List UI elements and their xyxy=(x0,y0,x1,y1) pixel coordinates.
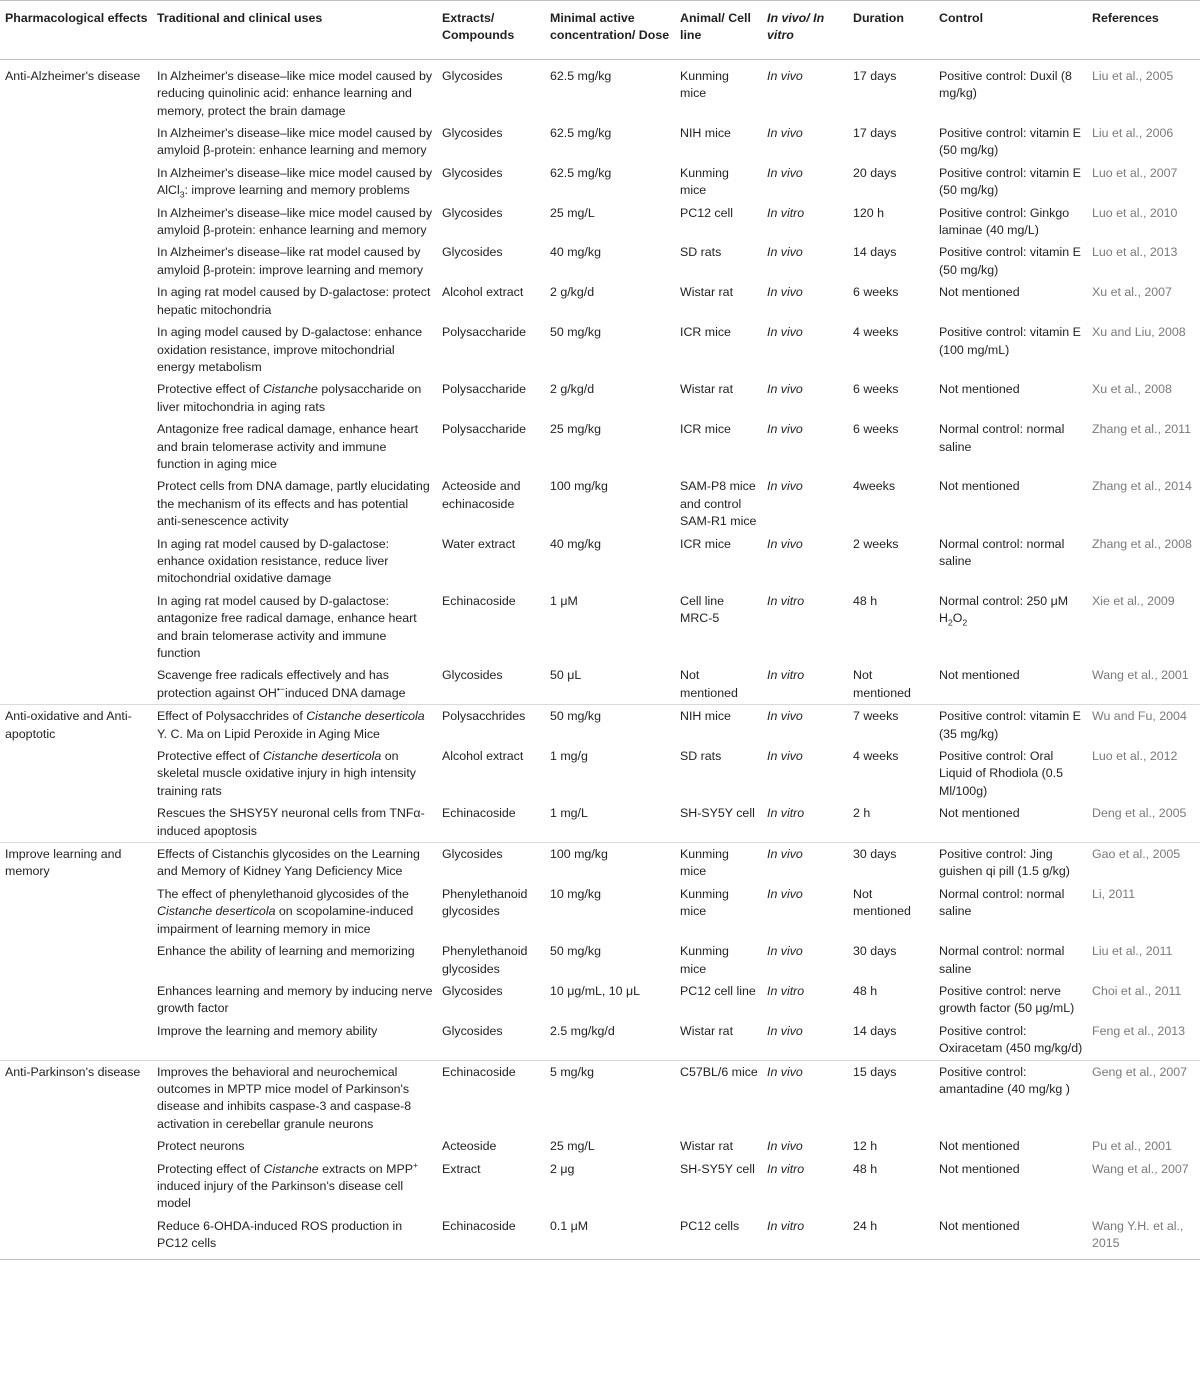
use-cell: In Alzheimer's disease–like mice model caused by reducing quinolinic acid: enhance learning and memory, protect the brain damage xyxy=(152,59,437,122)
table-row xyxy=(0,745,1200,802)
control-cell: Positive control: vitamin E (50 mg/kg) xyxy=(939,126,1081,158)
reference-cell: Xu and Liu, 2008 xyxy=(1092,325,1186,340)
mode-cell: In vivo xyxy=(767,944,803,959)
model-cell: C57BL/6 mice xyxy=(675,1060,762,1135)
use-cell: In Alzheimer's disease–like mice model caused by AlCl$_3$: improve learning and memory problems xyxy=(157,165,433,200)
extract-cell: Acteoside xyxy=(442,1139,497,1154)
duration-cell: 14 days xyxy=(853,245,897,260)
dose-cell: 1 mg/g xyxy=(550,749,588,764)
reference-cell: Wang et al., 2007 xyxy=(1092,1161,1189,1176)
header-dose: Minimal active concentration/ Dose xyxy=(545,1,675,60)
model-cell: Kunming mice xyxy=(680,886,729,919)
control-cell: Not mentioned xyxy=(939,479,1020,494)
reference-cell: Zhang et al., 2008 xyxy=(1092,536,1192,551)
header-control: Control xyxy=(934,1,1087,60)
duration-cell: 12 h xyxy=(853,1139,878,1154)
use-cell: Antagonize free radical damage, enhance heart and brain telomerase activity and immune function in aging mice xyxy=(157,422,419,471)
mode-cell: In vitro xyxy=(762,1215,848,1259)
control-cell: Normal control: normal saline xyxy=(939,422,1065,454)
mode-cell: In vivo xyxy=(767,165,803,180)
extract-cell: Echinacoside xyxy=(437,1215,545,1259)
table-row xyxy=(0,162,1200,202)
duration-cell: Not mentioned xyxy=(853,668,911,700)
effect-cell xyxy=(0,1215,152,1259)
duration-cell: 6 weeks xyxy=(853,422,899,437)
table-row xyxy=(0,705,1200,745)
dose-cell: 62.5 mg/kg xyxy=(550,126,612,141)
effect-cell xyxy=(0,475,152,532)
header-model: Animal/ Cell line xyxy=(675,1,762,60)
control-cell: Normal control: 250 μM $H_2O_2$ xyxy=(939,593,1069,628)
duration-cell: 120 h xyxy=(853,205,885,220)
reference-cell: Zhang et al., 2011 xyxy=(1092,422,1191,437)
duration-cell: 2 h xyxy=(853,806,871,821)
mode-cell: In vitro xyxy=(767,983,805,998)
use-cell: Improves the behavioral and neurochemical outcomes in MPTP mice model of Parkinson's disease and inhibits caspase-3 and caspase-8 activation in cerebellar granule neurons xyxy=(152,1060,437,1135)
table-row xyxy=(0,664,1200,704)
mode-cell: In vivo xyxy=(767,749,803,764)
effect-cell xyxy=(0,883,152,940)
reference-cell: Gao et al., 2005 xyxy=(1087,843,1200,883)
header-mode: In vivo/ In vitro xyxy=(762,1,848,60)
mode-cell: In vivo xyxy=(767,886,803,901)
control-cell: Positive control: vitamin E (50 mg/kg) xyxy=(939,165,1081,198)
model-cell: SH-SY5Y cell xyxy=(680,806,755,821)
extract-cell: Acteoside and echinacoside xyxy=(442,479,521,511)
reference-cell: Pu et al., 2001 xyxy=(1092,1139,1172,1154)
model-cell: Wistar rat xyxy=(680,382,734,397)
use-cell: In Alzheimer's disease–like mice model caused by amyloid β-protein: enhance learning and memory xyxy=(157,126,433,158)
control-cell: Normal control: normal saline xyxy=(939,536,1065,568)
control-cell: Not mentioned xyxy=(939,806,1020,821)
duration-cell: 4 weeks xyxy=(853,749,899,764)
mode-cell: In vivo xyxy=(767,245,803,260)
control-cell: Not mentioned xyxy=(939,285,1020,300)
header-row xyxy=(0,1,1200,60)
effect-cell: Improve learning and memory xyxy=(0,843,152,883)
mode-cell: In vivo xyxy=(767,382,803,397)
mode-cell: In vitro xyxy=(767,1161,805,1176)
table-row xyxy=(0,1020,1200,1060)
table-row xyxy=(0,1158,1200,1215)
dose-cell: 25 mg/L xyxy=(550,1139,595,1154)
use-cell: Protective effect of Cistanche polysaccharide on liver mitochondria in aging rats xyxy=(157,382,422,414)
use-cell: Rescues the SHSY5Y neuronal cells from TNFα-induced apoptosis xyxy=(157,806,425,838)
use-cell: Protect neurons xyxy=(157,1139,245,1154)
mode-cell: In vitro xyxy=(767,205,805,220)
table-row xyxy=(0,843,1200,883)
reference-cell: Geng et al., 2007 xyxy=(1087,1060,1200,1135)
duration-cell: 4weeks xyxy=(853,479,896,494)
use-cell: Protect cells from DNA damage, partly elucidating the mechanism of its effects and has potential anti-senescence activity xyxy=(157,479,430,529)
control-cell: Positive control: vitamin E (50 mg/kg) xyxy=(939,245,1081,277)
extract-cell: Extract xyxy=(442,1161,481,1176)
use-cell: Improve the learning and memory ability xyxy=(157,1023,378,1038)
control-cell: Not mentioned xyxy=(934,1215,1087,1259)
effect-cell xyxy=(0,418,152,475)
control-cell: Positive control: Oxiracetam (450 mg/kg/d) xyxy=(939,1023,1083,1056)
table-row xyxy=(0,321,1200,378)
control-cell: Positive control: amantadine (40 mg/kg ) xyxy=(934,1060,1087,1135)
duration-cell: 7 weeks xyxy=(848,705,934,745)
duration-cell: 48 h xyxy=(853,1161,878,1176)
model-cell: NIH mice xyxy=(675,705,762,745)
table-row xyxy=(0,241,1200,281)
use-cell: In Alzheimer's disease–like mice model caused by amyloid β-protein: enhance learning and memory xyxy=(157,205,433,238)
use-cell: Effects of Cistanchis glycosides on the Learning and Memory of Kidney Yang Deficiency Mice xyxy=(152,843,437,883)
dose-cell: 10 mg/kg xyxy=(550,886,601,901)
reference-cell: Luo et al., 2007 xyxy=(1092,165,1178,180)
extract-cell: Echinacoside xyxy=(437,1060,545,1135)
effect-cell xyxy=(0,378,152,418)
header-duration: Duration xyxy=(848,1,934,60)
duration-cell: 6 weeks xyxy=(853,285,899,300)
mode-cell: In vivo xyxy=(767,285,803,300)
effect-cell xyxy=(0,980,152,1020)
model-cell: ICR mice xyxy=(680,422,731,437)
reference-cell: Wang Y.H. et al., 2015 xyxy=(1087,1215,1200,1259)
extract-cell: Polysaccharide xyxy=(442,382,527,397)
extract-cell: Glycosides xyxy=(442,126,503,141)
model-cell: Kunming mice xyxy=(680,165,729,198)
dose-cell: 100 mg/kg xyxy=(550,479,608,494)
use-cell: Effect of Polysacchrides of Cistanche deserticola Y. C. Ma on Lipid Peroxide in Aging Mice xyxy=(152,705,437,745)
use-cell: Scavenge free radicals effectively and has protection against OH•−induced DNA damage xyxy=(157,668,406,700)
reference-cell: Luo et al., 2013 xyxy=(1092,245,1178,260)
duration-cell: 48 h xyxy=(853,593,878,608)
table-row xyxy=(0,59,1200,122)
model-cell: Wistar rat xyxy=(680,1139,734,1154)
mode-cell: In vivo xyxy=(767,479,803,494)
duration-cell: 24 h xyxy=(848,1215,934,1259)
reference-cell: Feng et al., 2013 xyxy=(1092,1023,1185,1038)
duration-cell: 14 days xyxy=(853,1023,897,1038)
header-effects: Pharmacological effects xyxy=(0,1,152,60)
control-cell: Positive control: Duxil (8 mg/kg) xyxy=(934,59,1087,122)
effect-cell xyxy=(0,281,152,321)
reference-cell: Choi et al., 2011 xyxy=(1092,983,1182,998)
reference-cell: Xu et al., 2008 xyxy=(1092,382,1172,397)
duration-cell: 4 weeks xyxy=(853,325,899,340)
duration-cell: 2 weeks xyxy=(853,536,899,551)
extract-cell: Glycosides xyxy=(442,165,503,180)
control-cell: Not mentioned xyxy=(939,1161,1020,1176)
mode-cell: In vitro xyxy=(767,593,805,608)
effect-cell xyxy=(0,122,152,162)
table-body xyxy=(0,59,1200,1259)
extract-cell: Polysaccharide xyxy=(442,325,527,340)
use-cell: The effect of phenylethanoid glycosides of the Cistanche deserticola on scopolamine-induced impairment of learning memory in mice xyxy=(157,886,414,936)
reference-cell: Li, 2011 xyxy=(1092,886,1136,901)
reference-cell: Wu and Fu, 2004 xyxy=(1087,705,1200,745)
mode-cell: In vitro xyxy=(767,668,805,683)
duration-cell: Not mentioned xyxy=(853,886,911,919)
duration-cell: 30 days xyxy=(853,944,897,959)
model-cell: PC12 cell line xyxy=(680,983,756,998)
dose-cell: 50 mg/kg xyxy=(545,705,675,745)
extract-cell: Alcohol extract xyxy=(442,285,524,300)
effect-cell xyxy=(0,1158,152,1215)
table-row xyxy=(0,122,1200,162)
mode-cell: In vivo xyxy=(762,705,848,745)
duration-cell: 30 days xyxy=(848,843,934,883)
model-cell: Cell line MRC-5 xyxy=(680,593,725,626)
table-row xyxy=(0,1215,1200,1259)
control-cell: Positive control: vitamin E (100 mg/mL) xyxy=(939,325,1081,357)
duration-cell: 17 days xyxy=(848,59,934,122)
control-cell: Not mentioned xyxy=(939,668,1020,683)
use-cell: Enhance the ability of learning and memorizing xyxy=(157,944,415,959)
duration-cell: 6 weeks xyxy=(853,382,899,397)
model-cell: Wistar rat xyxy=(680,1023,734,1038)
effect-cell xyxy=(0,321,152,378)
extract-cell: Phenylethanoid glycosides xyxy=(442,886,528,919)
extract-cell: Glycosides xyxy=(442,1023,503,1038)
table-row xyxy=(0,980,1200,1020)
table-row xyxy=(0,940,1200,980)
control-cell: Not mentioned xyxy=(939,1139,1020,1154)
dose-cell: 25 mg/kg xyxy=(550,422,601,437)
header-extracts: Extracts/ Compounds xyxy=(437,1,545,60)
dose-cell: 2.5 mg/kg/d xyxy=(550,1023,615,1038)
dose-cell: 1 μM xyxy=(550,593,578,608)
reference-cell: Luo et al., 2012 xyxy=(1092,749,1178,764)
model-cell: PC12 cells xyxy=(675,1215,762,1259)
duration-cell: 15 days xyxy=(848,1060,934,1135)
mode-cell: In vivo xyxy=(762,843,848,883)
reference-cell: Deng et al., 2005 xyxy=(1092,806,1187,821)
use-cell: In aging rat model caused by D-galactose: protect hepatic mitochondria xyxy=(157,285,431,317)
model-cell: ICR mice xyxy=(680,536,731,551)
dose-cell: 2 g/kg/d xyxy=(550,285,595,300)
mode-cell: In vivo xyxy=(767,1139,803,1154)
dose-cell: 62.5 mg/kg xyxy=(545,59,675,122)
effect-cell xyxy=(0,202,152,242)
table-row xyxy=(0,883,1200,940)
use-cell: In aging rat model caused by D-galactose: antagonize free radical damage, enhance heart and brain telomerase activity and immune function xyxy=(157,593,417,660)
extract-cell: Glycosides xyxy=(437,59,545,122)
header-uses: Traditional and clinical uses xyxy=(152,1,437,60)
effect-cell: Anti-Alzheimer's disease xyxy=(0,59,152,122)
dose-cell: 50 μL xyxy=(550,668,582,683)
extract-cell: Water extract xyxy=(442,536,516,551)
model-cell: SD rats xyxy=(680,245,722,260)
use-cell: In aging model caused by D-galactose: enhance oxidation resistance, improve mitochondrial energy metabolism xyxy=(157,325,423,374)
use-cell: Protecting effect of Cistanche extracts on MPP+ induced injury of the Parkinson's disease cell model xyxy=(157,1159,419,1211)
dose-cell: 40 mg/kg xyxy=(550,245,601,260)
mode-cell: In vivo xyxy=(767,422,803,437)
model-cell: ICR mice xyxy=(680,325,731,340)
dose-cell: 2 g/kg/d xyxy=(550,382,595,397)
extract-cell: Polysacchrides xyxy=(437,705,545,745)
dose-cell: 2 μg xyxy=(550,1161,575,1176)
use-cell: Reduce 6-OHDA-induced ROS production in PC12 cells xyxy=(152,1215,437,1259)
reference-cell: Zhang et al., 2014 xyxy=(1092,479,1192,494)
model-cell: SH-SY5Y cell xyxy=(680,1161,755,1176)
control-cell: Positive control: nerve growth factor (50 μg/mL) xyxy=(939,983,1075,1016)
control-cell: Normal control: normal saline xyxy=(939,944,1065,976)
reference-cell: Xie et al., 2009 xyxy=(1092,593,1175,608)
dose-cell: 62.5 mg/kg xyxy=(550,165,612,180)
effect-cell xyxy=(0,162,152,202)
effect-cell xyxy=(0,590,152,665)
dose-cell: 5 mg/kg xyxy=(545,1060,675,1135)
reference-cell: Liu et al., 2011 xyxy=(1092,944,1173,959)
model-cell: Not mentioned xyxy=(680,668,738,700)
extract-cell: Glycosides xyxy=(442,245,503,260)
use-cell: In aging rat model caused by D-galactose: enhance oxidation resistance, reduce liver mitochondrial oxidative damage xyxy=(157,536,390,586)
reference-cell: Xu et al., 2007 xyxy=(1092,285,1172,300)
extract-cell: Glycosides xyxy=(442,205,503,220)
extract-cell: Echinacoside xyxy=(442,593,516,608)
duration-cell: 20 days xyxy=(853,165,897,180)
duration-cell: 17 days xyxy=(853,126,897,141)
table-row xyxy=(0,281,1200,321)
effect-cell xyxy=(0,940,152,980)
model-cell: Kunming mice xyxy=(675,59,762,122)
reference-cell: Luo et al., 2010 xyxy=(1092,205,1178,220)
table-row xyxy=(0,1060,1200,1135)
use-cell: In Alzheimer's disease–like rat model caused by amyloid β-protein: improve learning and memory xyxy=(157,245,424,277)
control-cell: Positive control: vitamin E (35 mg/kg) xyxy=(934,705,1087,745)
table-row xyxy=(0,475,1200,532)
mode-cell: In vivo xyxy=(767,536,803,551)
mode-cell: In vivo xyxy=(762,1060,848,1135)
effect-cell: Anti-Parkinson's disease xyxy=(0,1060,152,1135)
reference-cell: Wang et al., 2001 xyxy=(1092,668,1189,683)
effect-cell: Anti-oxidative and Anti-apoptotic xyxy=(0,705,152,745)
mode-cell: In vivo xyxy=(762,59,848,122)
table-row xyxy=(0,533,1200,590)
reference-cell: Liu et al., 2006 xyxy=(1092,126,1174,141)
model-cell: Kunming mice xyxy=(675,843,762,883)
table-row xyxy=(0,590,1200,665)
effect-cell xyxy=(0,745,152,802)
duration-cell: 48 h xyxy=(853,983,878,998)
mode-cell: In vitro xyxy=(767,806,805,821)
table-row xyxy=(0,378,1200,418)
effect-cell xyxy=(0,1020,152,1060)
dose-cell: 50 mg/kg xyxy=(550,325,601,340)
model-cell: SAM-P8 mice and control SAM-R1 mice xyxy=(680,479,757,529)
effect-cell xyxy=(0,802,152,842)
extract-cell: Glycosides xyxy=(442,668,503,683)
reference-cell: Liu et al., 2005 xyxy=(1087,59,1200,122)
extract-cell: Alcohol extract xyxy=(442,749,524,764)
model-cell: PC12 cell xyxy=(680,205,734,220)
control-cell: Positive control: Ginkgo laminae (40 mg/L) xyxy=(939,205,1070,238)
effect-cell xyxy=(0,1135,152,1157)
extract-cell: Glycosides xyxy=(437,843,545,883)
mode-cell: In vivo xyxy=(767,1023,803,1038)
control-cell: Normal control: normal saline xyxy=(939,886,1065,919)
mode-cell: In vivo xyxy=(767,325,803,340)
dose-cell: 100 mg/kg xyxy=(545,843,675,883)
control-cell: Positive control: Jing guishen qi pill (1.5 g/kg) xyxy=(934,843,1087,883)
header-references: References xyxy=(1087,1,1200,60)
model-cell: Wistar rat xyxy=(680,285,734,300)
control-cell: Positive control: Oral Liquid of Rhodiola (0.5 Ml/100g) xyxy=(939,749,1063,798)
table-row xyxy=(0,202,1200,242)
dose-cell: 0.1 μM xyxy=(545,1215,675,1259)
mode-cell: In vivo xyxy=(767,126,803,141)
control-cell: Not mentioned xyxy=(939,382,1020,397)
use-cell: Protective effect of Cistanche deserticola on skeletal muscle oxidative injury in high intensity training rats xyxy=(157,749,416,798)
effect-cell xyxy=(0,241,152,281)
model-cell: NIH mice xyxy=(680,126,731,141)
model-cell: SD rats xyxy=(680,749,722,764)
extract-cell: Phenylethanoid glycosides xyxy=(442,944,528,976)
table-row xyxy=(0,1135,1200,1157)
extract-cell: Echinacoside xyxy=(442,806,516,821)
dose-cell: 40 mg/kg xyxy=(550,536,601,551)
dose-cell: 10 μg/mL, 10 μL xyxy=(550,983,641,998)
dose-cell: 25 mg/L xyxy=(550,205,595,220)
use-cell: Enhances learning and memory by inducing nerve growth factor xyxy=(157,983,433,1016)
effect-cell xyxy=(0,533,152,590)
extract-cell: Glycosides xyxy=(442,983,503,998)
model-cell: Kunming mice xyxy=(680,944,729,976)
dose-cell: 1 mg/L xyxy=(550,806,588,821)
dose-cell: 50 mg/kg xyxy=(550,944,601,959)
table-row xyxy=(0,802,1200,842)
table-row xyxy=(0,418,1200,475)
extract-cell: Polysaccharide xyxy=(442,422,527,437)
effect-cell xyxy=(0,664,152,704)
